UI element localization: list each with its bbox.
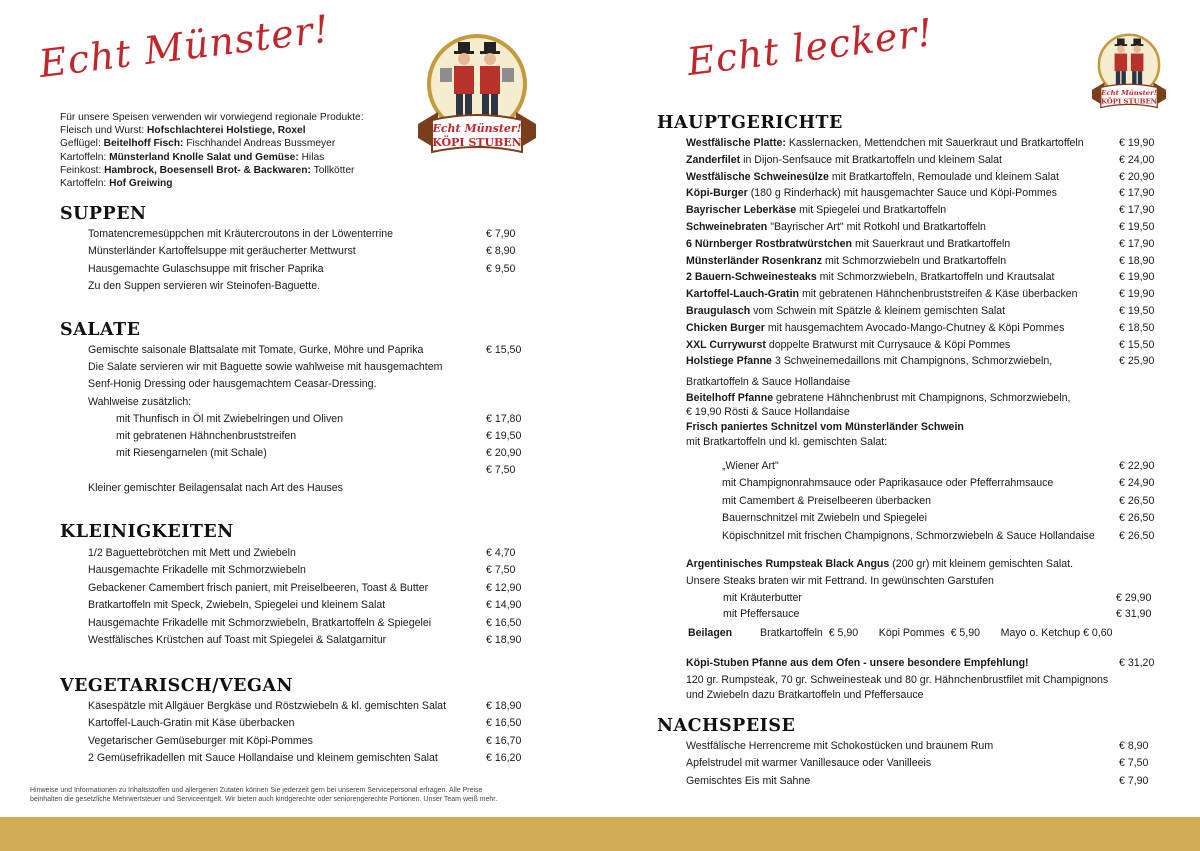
menu-item-name: Westfälische Herrencreme mit Schokostücken und braunem Rum xyxy=(686,740,994,752)
menu-item-price: € 16,50 xyxy=(486,616,522,629)
menu-item-text xyxy=(686,305,1005,318)
menu-item-name: mit Riesengarnelen (mit Schale) xyxy=(116,447,267,460)
menu-item-price: € 31,90 xyxy=(1116,608,1152,620)
menu-item-name: Westfälisches Krüstchen auf Toast mit Spiegelei & Salatgarnitur xyxy=(88,633,387,646)
menu-item-name: Hausgemachte Gulaschsuppe mit frischer Paprika xyxy=(88,262,324,275)
menu-item-price: € 19,90 xyxy=(1119,288,1155,301)
pfanne-title: Köpi-Stuben Pfanne aus dem Ofen - unsere besondere Empfehlung! xyxy=(686,657,1029,669)
menu-item-name: 2 Bauern-Schweinesteaks xyxy=(686,271,817,284)
koepi-stuben-logo-small xyxy=(1092,30,1166,116)
intro-text: Feinkost: xyxy=(60,164,105,176)
menu-item-name: Bauernschnitzel mit Zwiebeln und Spiegelei xyxy=(722,512,927,525)
supplier-name: Salat und Gemüse: xyxy=(206,151,302,163)
menu-item-price: € 7,50 xyxy=(486,464,516,477)
menu-item-name: Münsterländer Kartoffelsuppe mit geräucherter Mettwurst xyxy=(88,245,356,258)
menu-item-desc: mit hausgemachtem Avocado-Mango-Chutney & Köpi Pommes xyxy=(764,321,1065,334)
menu-item-name: Westfälische Schweinesülze xyxy=(686,170,829,183)
supplier-name: Brot- & Backwaren: xyxy=(216,164,314,176)
footnote xyxy=(30,786,497,804)
menu-item-name: mit Thunfisch in Öl mit Zwiebelringen und Oliven xyxy=(116,412,344,425)
section-title-vegetarisch: VEGETARISCH/VEGAN xyxy=(60,676,294,696)
menu-item-price: € 18,90 xyxy=(486,633,522,646)
menu-item-name: mit Kräuterbutter xyxy=(723,592,802,604)
menu-item-price: € 26,50 xyxy=(1119,494,1155,507)
pfanne-desc: und Zwiebeln dazu Bratkartoffeln und Pfeffersauce xyxy=(686,689,924,701)
menu-item-text xyxy=(686,137,1084,150)
menu-item-name: mit Pfeffersauce xyxy=(723,608,800,620)
menu-item-price: € 22,90 xyxy=(1119,460,1155,472)
menu-item-price: € 16,70 xyxy=(486,734,522,747)
menu-item-name: mit Champignonrahmsauce oder Paprikasauce oder Pfefferrahmsauce xyxy=(722,477,1054,490)
menu-item-name: 6 Nürnberger Rostbratwürstchen xyxy=(686,237,852,250)
supplier-name: Hofschlachterei Holstiege, Roxel xyxy=(147,125,306,137)
footnote-line: beinhalten die gesetzliche Mehrwertsteuer und Serviceentgelt. Wir bieten auch kindgerechte oder seniorengerechte Portionen. Unser Team weiß mehr. xyxy=(30,796,498,803)
menu-item-name: Gebackener Camembert frisch paniert, mit Preiselbeeren, Toast & Butter xyxy=(88,581,429,594)
menu-item-price: € 19,90 xyxy=(1119,137,1155,149)
intro-text: Für unsere Speisen verwenden wir vorwiegend regionale Produkte: xyxy=(60,112,364,123)
intro-block xyxy=(60,111,364,190)
menu-item-text xyxy=(686,238,1010,251)
menu-item-name: Wahlweise zusätzlich: xyxy=(88,395,192,408)
section-title-nachspeise: NACHSPEISE xyxy=(657,716,796,736)
menu-item-price: € 25,90 xyxy=(1119,355,1155,368)
menu-item-price: € 20,90 xyxy=(486,447,522,460)
menu-item-name: Schweinebraten xyxy=(686,220,768,233)
menu-item-price: € 8,90 xyxy=(1119,740,1149,752)
menu-item-name: Münsterländer Rosenkranz xyxy=(686,254,822,267)
menu-item-price: € 18,90 xyxy=(1119,254,1155,267)
menu-item-price: € 19,50 xyxy=(486,429,522,442)
intro-line xyxy=(60,124,364,137)
menu-item-desc: mit Spiegelei und Bratkartoffeln xyxy=(796,204,947,217)
menu-item-name: Köpischnitzel mit frischen Champignons, Schmorzwiebeln & Sauce Hollandaise xyxy=(722,529,1095,542)
beitelhoff-cont: € 19,90 Rösti & Sauce Hollandaise xyxy=(686,406,850,418)
menu-item-price: € 26,50 xyxy=(1119,529,1155,542)
menu-item-name: Käsespätzle mit Allgäuer Bergkäse und Röstzwiebeln & kl. gemischten Salat xyxy=(88,700,447,712)
beitelhoff-desc: gebratene Hähnchenbrust mit Champignons, Schmorzwiebeln, xyxy=(773,392,1071,404)
menu-item-name: Kleiner gemischter Beilagensalat nach Art des Hauses xyxy=(88,481,343,494)
menu-item-name: Tomatencremesüppchen mit Kräutercroutons in der Löwenterrine xyxy=(88,228,394,240)
menu-item-price: € 19,50 xyxy=(1119,220,1155,233)
menu-item-desc: Kasslernacken, Mettendchen mit Sauerkraut und Bratkartoffeln xyxy=(785,137,1084,149)
menu-item-price: € 9,50 xyxy=(486,262,516,275)
schnitzel-sub: mit Bratkartoffeln und kl. gemischten Salat: xyxy=(686,436,888,448)
menu-item-name: Zu den Suppen servieren wir Steinofen-Baguette. xyxy=(88,279,321,292)
menu-item-price: € 7,90 xyxy=(1119,774,1149,787)
menu-item-price: € 24,00 xyxy=(1119,153,1155,166)
left-script-title: Echt Münster! xyxy=(36,6,333,86)
menu-item-price: € 7,50 xyxy=(1119,757,1149,770)
schnitzel-title: Frisch paniertes Schnitzel vom Münsterländer Schwein xyxy=(686,421,964,433)
menu-item-price: € 12,90 xyxy=(486,581,522,594)
koepi-stuben-logo xyxy=(418,32,536,162)
menu-item-price: € 7,50 xyxy=(486,564,516,577)
menu-item-name: Kartoffel-Lauch-Gratin xyxy=(686,288,800,301)
menu-item-name: Westfälische Platte: xyxy=(686,137,786,149)
steak-name: Argentinisches Rumpsteak Black Angus xyxy=(686,558,890,570)
menu-item-desc: vom Schwein mit Spätzle & kleinem gemischten Salat xyxy=(750,304,1006,317)
intro-line xyxy=(60,111,364,124)
menu-item-name: Gemischte saisonale Blattsalate mit Tomate, Gurke, Möhre und Paprika xyxy=(88,344,424,356)
menu-item-name: 2 Gemüsefrikadellen mit Sauce Hollandaise und kleinem gemischten Salat xyxy=(88,751,438,764)
menu-item-price: € 26,50 xyxy=(1119,512,1155,525)
section-title-hauptgerichte: HAUPTGERICHTE xyxy=(657,113,843,133)
intro-text: Hilas xyxy=(301,151,325,163)
menu-item-name: Köpi-Burger xyxy=(686,187,748,200)
footnote-line: Hinweise und Informationen zu Inhaltsstoffen und allergenen Zutaten können Sie jederzeit gern bei unserem Servicepersonal erfragen. Alle Preise xyxy=(30,787,483,794)
steak-line xyxy=(686,558,1073,571)
menu-item-name: XXL Currywurst xyxy=(686,338,766,351)
menu-item-text xyxy=(686,187,1057,200)
menu-item-price: € 14,90 xyxy=(486,599,522,612)
menu-item-desc: 3 Schweinemedaillons mit Champignons, Schmorzwiebeln, xyxy=(771,355,1053,368)
menu-item-price: € 20,90 xyxy=(1119,170,1155,183)
pfanne-price: € 31,20 xyxy=(1119,657,1155,669)
menu-item-name: Hausgemachte Frikadelle mit Schmorzwiebeln, Bratkartoffeln & Spiegelei xyxy=(88,616,432,629)
supplier-name: Münsterland Knolle xyxy=(109,151,204,163)
intro-text: Fleisch und Wurst: xyxy=(60,125,148,137)
menu-item-price: € 7,90 xyxy=(486,228,516,240)
beitelhoff-line xyxy=(686,392,1071,405)
menu-item-price: € 19,50 xyxy=(1119,304,1155,317)
menu-item-desc: in Dijon-Senfsauce mit Bratkartoffeln und kleinem Salat xyxy=(740,153,1002,166)
intro-line xyxy=(60,137,364,150)
menu-item-price: € 16,20 xyxy=(486,751,522,764)
intro-text: Kartoffeln: xyxy=(60,178,110,190)
menu-item-price: € 19,90 xyxy=(1119,271,1155,284)
menu-item-text xyxy=(686,322,1064,335)
menu-item-price: € 17,80 xyxy=(486,412,522,425)
pfanne-desc: 120 gr. Rumpsteak, 70 gr. Schweinesteak und 80 gr. Hähnchenbrustfilet mit Champignons xyxy=(686,674,1109,686)
beilagen-line: Bratkartoffeln € 5,90 Köpi Pommes € 5,90 Mayo o. Ketchup € 0,60 xyxy=(760,627,1113,639)
menu-item-name: Chicken Burger xyxy=(686,321,765,334)
menu-item-desc: (180 g Rinderhack) mit hausgemachter Sauce und Köpi-Pommes xyxy=(747,187,1057,200)
menu-item-desc: mit Schmorzwiebeln und Bratkartoffeln xyxy=(822,254,1007,267)
menu-item-price: € 17,90 xyxy=(1119,237,1155,250)
steak-sub: Unsere Steaks braten wir mit Fettrand. In gewünschten Garstufen xyxy=(686,575,994,587)
menu-item-name: Bayrischer Leberkäse xyxy=(686,204,797,217)
menu-item-price: € 15,50 xyxy=(1119,338,1155,351)
logo-line2: KÖPI STUBEN xyxy=(1101,97,1157,106)
menu-item-name: Braugulasch xyxy=(686,304,751,317)
intro-text: Tollkötter xyxy=(313,164,355,176)
menu-item-desc: mit Schmorzwiebeln, Bratkartoffeln und Krautsalat xyxy=(816,271,1055,284)
menu-item-price: € 8,90 xyxy=(486,245,516,258)
menu-item-price: € 4,70 xyxy=(486,547,516,559)
menu-item-price: € 17,90 xyxy=(1119,187,1155,200)
menu-item-desc: mit gebratenen Hähnchenbruststreifen & Käse überbacken xyxy=(799,288,1078,301)
intro-line xyxy=(60,164,364,177)
supplier-name: Hambrock, Boesensell xyxy=(104,164,214,176)
menu-item-name: Holstiege Pfanne xyxy=(686,355,772,368)
bottom-gold-bar xyxy=(0,817,1200,851)
intro-line xyxy=(60,151,364,164)
intro-text: Fischhandel Andreas Bussmeyer xyxy=(186,138,336,150)
menu-item-text xyxy=(686,171,1059,184)
menu-item-name: Die Salate servieren wir mit Baguette sowie wahlweise mit hausgemachtem xyxy=(88,361,443,374)
menu-item-name: Senf-Honig Dressing oder hausgemachtem Ceasar-Dressing. xyxy=(88,378,377,391)
menu-item-price: € 24,90 xyxy=(1119,477,1155,490)
logo-emblem-icon xyxy=(418,32,536,162)
menu-item-name: mit gebratenen Hähnchenbruststreifen xyxy=(116,429,297,442)
menu-item-text xyxy=(686,339,1010,352)
menu-item-name: „Wiener Art" xyxy=(722,460,779,472)
menu-item-desc: doppelte Bratwurst mit Currysauce & Köpi Pommes xyxy=(765,338,1011,351)
menu-item-price: € 18,90 xyxy=(486,700,522,712)
logo-line1: Echt Münster! xyxy=(432,122,522,135)
supplier-name: Beitelhoff xyxy=(103,138,151,150)
logo-emblem-icon xyxy=(1092,30,1166,116)
menu-item-name: Hausgemachte Frikadelle mit Schmorzwiebeln xyxy=(88,564,306,577)
intro-text: Geflügel: xyxy=(60,138,104,150)
menu-item-name: Gemischtes Eis mit Sahne xyxy=(686,774,811,787)
menu-item-text xyxy=(686,271,1054,284)
intro-text: Kartoffeln: xyxy=(60,151,110,163)
menu-item-text xyxy=(686,154,1002,167)
beitelhoff-name: Beitelhoff Pfanne xyxy=(686,392,774,404)
menu-item-text xyxy=(686,204,946,217)
menu-item-text xyxy=(686,288,1078,301)
menu-item-name: mit Camembert & Preiselbeeren überbacken xyxy=(722,494,932,507)
beilagen-label: Beilagen xyxy=(688,627,733,639)
menu-item-text xyxy=(686,355,1052,368)
menu-item-text xyxy=(686,221,986,234)
logo-line1: Echt Münster! xyxy=(1101,88,1157,97)
menu-item-desc: mit Bratkartoffeln, Remoulade und kleinem Salat xyxy=(828,170,1059,183)
menu-item-name: Kartoffel-Lauch-Gratin mit Käse überbacken xyxy=(88,717,295,730)
menu-item-price: € 16,50 xyxy=(486,717,522,730)
menu-item-price: € 15,50 xyxy=(486,344,522,356)
menu-item-name: 1/2 Baguettebrötchen mit Mett und Zwiebeln xyxy=(88,547,296,559)
menu-item-price: € 18,50 xyxy=(1119,321,1155,334)
menu-item-desc: mit Sauerkraut und Bratkartoffeln xyxy=(852,237,1011,250)
section-title-salate: SALATE xyxy=(60,320,141,340)
holstiege-cont: Bratkartoffeln & Sauce Hollandaise xyxy=(686,376,851,388)
menu-item-price: € 17,90 xyxy=(1119,204,1155,217)
menu-item-text xyxy=(686,255,1006,268)
menu-item-name: Zanderfilet xyxy=(686,153,741,166)
menu-item-desc: "Bayrischer Art" mit Rotkohl und Bratkartoffeln xyxy=(767,220,986,233)
logo-line2: KÖPI STUBEN xyxy=(432,136,522,149)
supplier-name: Hof Greiwing xyxy=(109,178,173,190)
section-title-kleinigkeiten: KLEINIGKEITEN xyxy=(60,522,234,542)
supplier-name: Fisch: xyxy=(153,138,187,150)
menu-item-name: Apfelstrudel mit warmer Vanillesauce oder Vanilleeis xyxy=(686,757,932,770)
section-title-suppen: SUPPEN xyxy=(60,204,147,224)
menu-item-price: € 29,90 xyxy=(1116,592,1152,604)
right-script-title: Echt lecker! xyxy=(684,10,936,84)
menu-item-name: Bratkartoffeln mit Speck, Zwiebeln, Spiegelei und kleinem Salat xyxy=(88,599,386,612)
intro-line xyxy=(60,177,364,190)
steak-desc: (200 gr) mit kleinem gemischten Salat. xyxy=(889,558,1074,570)
menu-item-name: Vegetarischer Gemüseburger mit Köpi-Pommes xyxy=(88,734,313,747)
